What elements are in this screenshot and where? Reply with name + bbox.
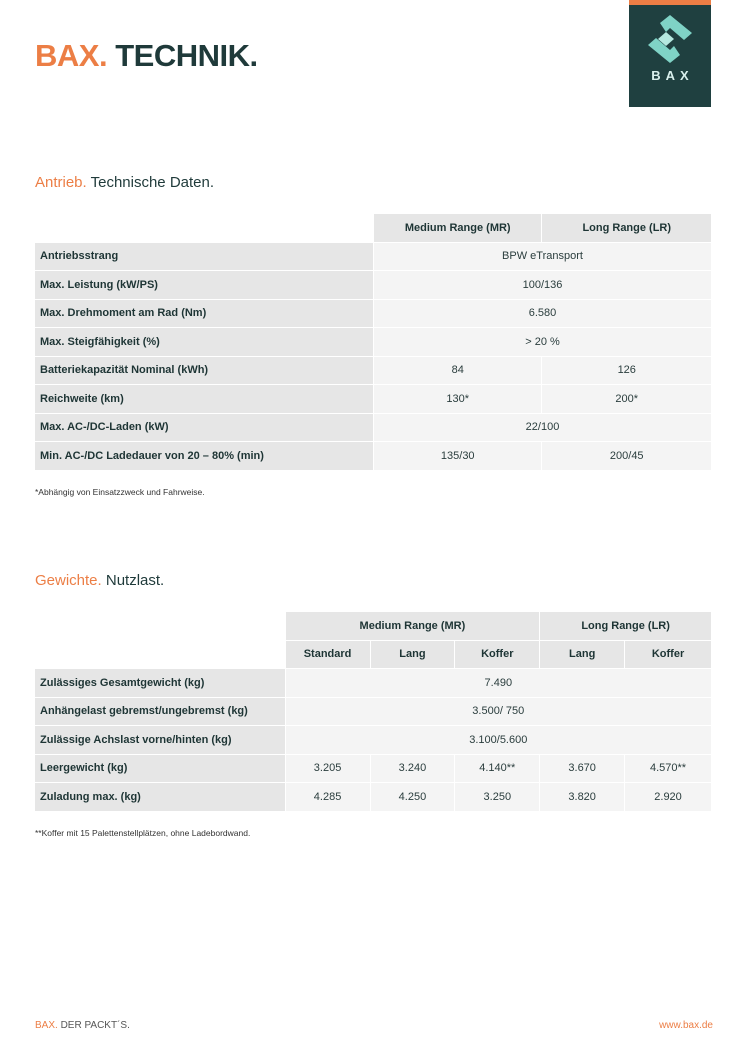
antrieb-heading-rest: Technische Daten. — [90, 174, 215, 191]
logo-accent-stripe — [629, 0, 711, 5]
row-value: 3.100/5.600 — [286, 726, 711, 754]
blank-cell — [35, 641, 285, 669]
row-value: 3.205 — [286, 755, 370, 783]
group-header-mr: Medium Range (MR) — [286, 612, 540, 640]
row-value: 100/136 — [374, 271, 711, 299]
row-value: 3.240 — [371, 755, 455, 783]
row-label: Max. Steigfähigkeit (%) — [35, 328, 373, 356]
footer-slogan-text: DER PACKT´S. — [60, 1020, 130, 1031]
gewichte-subheader-row — [35, 641, 711, 669]
bax-logo-icon — [640, 13, 700, 65]
group-header-lr: Long Range (LR) — [540, 612, 711, 640]
row-value: 6.580 — [374, 300, 711, 328]
row-label: Max. Drehmoment am Rad (Nm) — [35, 300, 373, 328]
gewichte-heading — [35, 572, 164, 589]
row-value: 4.570** — [625, 755, 711, 783]
blank-cell — [35, 214, 373, 242]
row-value-lr: 200/45 — [542, 442, 711, 470]
gewichte-table — [34, 611, 712, 812]
table-row — [35, 442, 711, 470]
table-row — [35, 698, 711, 726]
row-value: 3.500/ 750 — [286, 698, 711, 726]
footer-slogan — [35, 1020, 130, 1031]
table-row — [35, 271, 711, 299]
table-row — [35, 300, 711, 328]
table-row — [35, 755, 711, 783]
row-label: Max. Leistung (kW/PS) — [35, 271, 373, 299]
row-label: Min. AC-/DC Ladedauer von 20 – 80% (min) — [35, 442, 373, 470]
table-row — [35, 783, 711, 811]
table-row — [35, 669, 711, 697]
antrieb-table — [34, 213, 712, 471]
table-row — [35, 385, 711, 413]
row-label: Anhängelast gebremst/ungebremst (kg) — [35, 698, 285, 726]
table-row — [35, 414, 711, 442]
subcolumn-header: Koffer — [625, 641, 711, 669]
bax-logo — [629, 0, 711, 107]
antrieb-header-row — [35, 214, 711, 242]
row-value: 2.920 — [625, 783, 711, 811]
row-label: Zulässige Achslast vorne/hinten (kg) — [35, 726, 285, 754]
row-label: Batteriekapazität Nominal (kWh) — [35, 357, 373, 385]
subcolumn-header: Lang — [540, 641, 624, 669]
row-value-mr: 135/30 — [374, 442, 541, 470]
subcolumn-header: Standard — [286, 641, 370, 669]
row-value: 3.670 — [540, 755, 624, 783]
row-value: BPW eTransport — [374, 243, 711, 271]
row-label: Max. AC-/DC-Laden (kW) — [35, 414, 373, 442]
subcolumn-header: Koffer — [455, 641, 539, 669]
footer-url-link[interactable]: www.bax.de — [659, 1020, 713, 1031]
row-value: 4.250 — [371, 783, 455, 811]
row-value: 3.820 — [540, 783, 624, 811]
footer-brand: BAX. — [35, 1020, 58, 1031]
row-value: 4.140** — [455, 755, 539, 783]
table-row — [35, 726, 711, 754]
blank-cell — [35, 612, 285, 640]
row-label: Leergewicht (kg) — [35, 755, 285, 783]
row-value-mr: 84 — [374, 357, 541, 385]
title-rest: TECHNIK. — [115, 38, 258, 73]
row-label: Zuladung max. (kg) — [35, 783, 285, 811]
antrieb-footnote: *Abhängig von Einsatzzweck und Fahrweise. — [35, 487, 205, 497]
gewichte-heading-rest: Nutzlast. — [105, 572, 165, 589]
antrieb-heading — [35, 174, 214, 191]
row-value: 4.285 — [286, 783, 370, 811]
table-row — [35, 243, 711, 271]
antrieb-heading-accent: Antrieb. — [35, 174, 87, 191]
row-value: 7.490 — [286, 669, 711, 697]
column-header-mr: Medium Range (MR) — [374, 214, 541, 242]
row-value: 3.250 — [455, 783, 539, 811]
gewichte-heading-accent: Gewichte. — [35, 572, 102, 589]
gewichte-group-header-row — [35, 612, 711, 640]
logo-text: BAX — [651, 68, 694, 83]
table-row — [35, 357, 711, 385]
row-label: Zulässiges Gesamtgewicht (kg) — [35, 669, 285, 697]
row-label: Reichweite (km) — [35, 385, 373, 413]
table-row — [35, 328, 711, 356]
gewichte-footnote: **Koffer mit 15 Palettenstellplätzen, ohne Ladebordwand. — [35, 828, 251, 838]
row-value: > 20 % — [374, 328, 711, 356]
row-value-lr: 200* — [542, 385, 711, 413]
page-title — [35, 38, 258, 74]
column-header-lr: Long Range (LR) — [542, 214, 711, 242]
row-value-mr: 130* — [374, 385, 541, 413]
row-value-lr: 126 — [542, 357, 711, 385]
title-brand: BAX. — [35, 38, 108, 73]
row-value: 22/100 — [374, 414, 711, 442]
subcolumn-header: Lang — [371, 641, 455, 669]
row-label: Antriebsstrang — [35, 243, 373, 271]
